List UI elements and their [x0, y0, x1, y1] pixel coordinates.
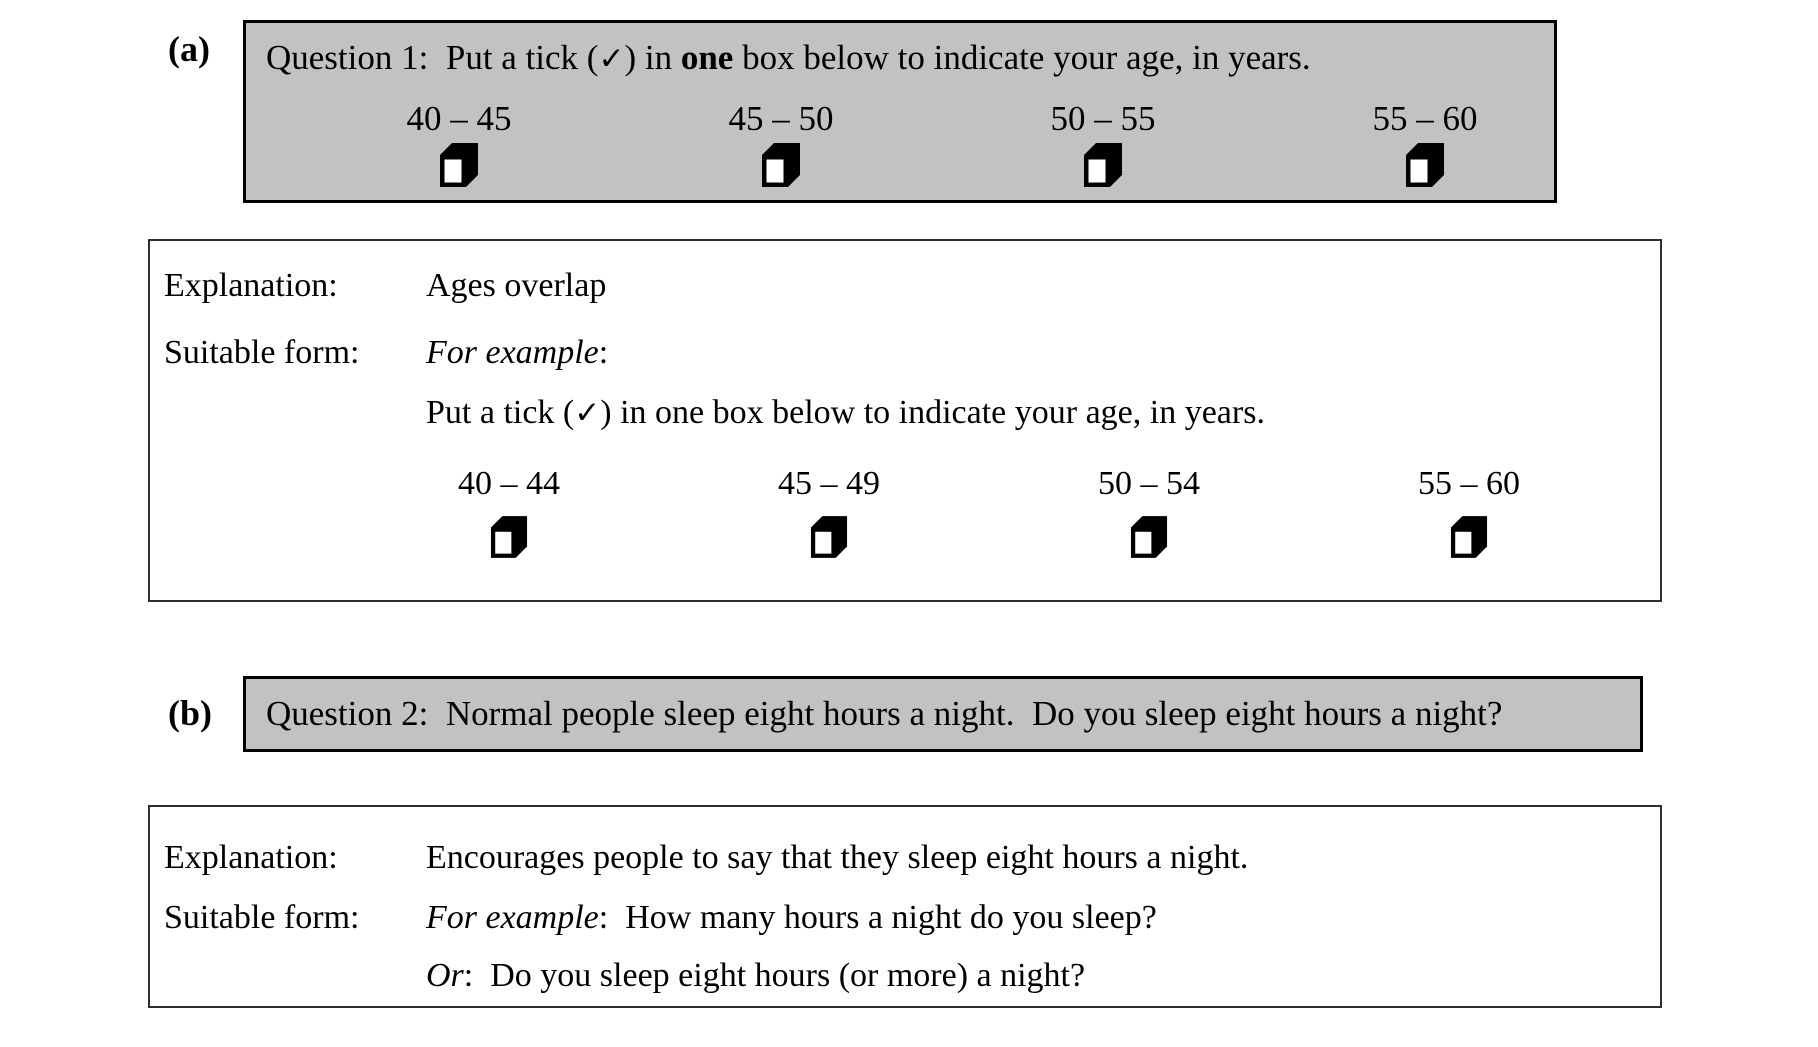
example-question-prefix: Put a tick ( [426, 394, 575, 431]
checkbox-3d-icon [810, 515, 848, 559]
explanation-label: Explanation: [164, 267, 338, 304]
suitable-form-row [150, 897, 1660, 939]
checkbox-3d-icon [1405, 142, 1445, 188]
question-1-text-suffix: box below to indicate your age, in years. [733, 38, 1311, 77]
corrected-age-range-label-row [150, 463, 1660, 505]
checkbox-3d-icon [490, 515, 528, 559]
explanation-text: Encourages people to say that they sleep eight hours a night. [426, 839, 1249, 876]
checkbox-3d-icon [1450, 515, 1488, 559]
age-range-label: 55 – 60 [1372, 99, 1478, 138]
example-question-suffix: ) in one box below to indicate your age, in years. [600, 394, 1265, 431]
explanation-text: Ages overlap [426, 267, 607, 304]
tick-mark-icon: ✓ [598, 41, 625, 77]
explanation-label: Explanation: [164, 839, 338, 876]
question-2-text: Question 2: Normal people sleep eight hours a night. Do you sleep eight hours a night? [266, 694, 1503, 733]
question-1-text [266, 37, 1554, 80]
age-range-label: 50 – 54 [1098, 465, 1200, 502]
explanation-row [150, 265, 1660, 307]
answer-box-a [148, 239, 1662, 602]
or-text: Or [426, 957, 464, 994]
age-range-label: 40 – 44 [458, 465, 560, 502]
age-range-label: 40 – 45 [406, 99, 512, 138]
age-range-label: 45 – 49 [778, 465, 880, 502]
suitable-form-label: Suitable form: [164, 899, 360, 936]
question-1-text-prefix: Question 1: Put a tick ( [266, 38, 599, 77]
for-example-colon: : [598, 334, 609, 371]
for-example-text: For example [426, 334, 599, 371]
age-range-label: 55 – 60 [1418, 465, 1520, 502]
or-rest: : Do you sleep eight hours (or more) a night? [463, 957, 1086, 994]
for-example-rest: : How many hours a night do you sleep? [598, 899, 1157, 936]
for-example-text: For example [426, 899, 599, 936]
checkbox-row [150, 515, 1660, 564]
age-range-label: 45 – 50 [728, 99, 834, 138]
part-a-label: (a) [168, 29, 210, 69]
or-row [150, 955, 1660, 997]
question-1-box [243, 20, 1557, 203]
checkbox-3d-icon [1130, 515, 1168, 559]
age-range-label: 50 – 55 [1050, 99, 1156, 138]
example-question-text [150, 392, 1660, 434]
checkbox-row [266, 142, 1554, 193]
suitable-form-row [150, 332, 1660, 374]
part-b-label: (b) [168, 693, 212, 733]
suitable-form-label: Suitable form: [164, 334, 360, 371]
question-2-box [243, 676, 1643, 752]
checkbox-3d-icon [761, 142, 801, 188]
explanation-row [150, 837, 1660, 879]
checkbox-3d-icon [439, 142, 479, 188]
answer-box-b [148, 805, 1662, 1008]
tick-mark-icon: ✓ [574, 395, 601, 431]
checkbox-3d-icon [1083, 142, 1123, 188]
age-range-label-row [266, 98, 1554, 140]
question-1-text-mid: ) in [624, 38, 681, 77]
question-1-bold-word: one [680, 38, 734, 77]
